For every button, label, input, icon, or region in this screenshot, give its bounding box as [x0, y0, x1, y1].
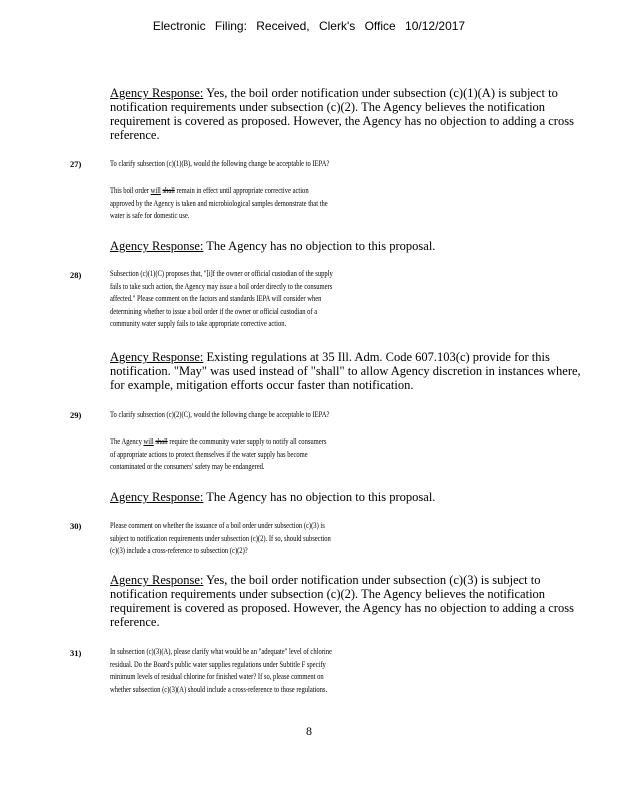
proposed-line: of appropriate actions to protect themselves if the water supply has become	[110, 449, 308, 459]
proposed-language-29	[110, 436, 326, 474]
response-text: Yes, the boil order notification under subsection (c)(1)(A) is subject to notification requirements under subsection (c)(2). The Agency believes the notification requirement is covered as proposed. However, the Agency has no objection to adding a cross reference.	[110, 86, 574, 142]
agency-response-26	[110, 86, 588, 142]
question-text-30: Please comment on whether the issuance of a boil order under subsection (c)(3) is subject to notification requirements under subsection (c)(2). If so, should subsection (c)(3) include a cross-reference to subsection (c)(2)?	[110, 521, 331, 555]
response-label: Agency Response:	[110, 86, 204, 100]
page-number: 8	[306, 724, 312, 738]
response-text: Existing regulations at 35 Ill. Adm. Code 607.103(c) provide for this notification. "May" was used instead of "shall" to allow Agency discretion in instances where, for example, mitigation efforts occur faster than notification.	[110, 350, 581, 392]
response-text: The Agency has no objection to this proposal.	[206, 490, 436, 504]
response-label: Agency Response:	[110, 239, 204, 253]
proposed-line: This boil order will shall remain in effect until appropriate corrective action	[110, 186, 309, 195]
proposed-line: approved by the Agency is taken and microbiological samples demonstrate that the	[110, 198, 328, 208]
question-text-27: To clarify subsection (c)(1)(B), would the following change be acceptable to IEPA?	[110, 159, 330, 168]
inserted-text: will	[150, 186, 161, 195]
question-text-31: In subsection (c)(3)(A), please clarify what would be an "adequate" level of chlorine residual. Do the Board's public water supplies regulations under Subtitle F specify minimum levels of residual chlorine for finished water? If so, please comment on whether subsection (c)(3)(A) should include a cross-reference to those regulations.	[110, 647, 332, 694]
proposed-line: contaminated or the consumers' safety may be endangered.	[110, 462, 265, 471]
filing-header: Electronic Filing: Received, Clerk's Office 10/12/2017	[152, 19, 466, 33]
response-label: Agency Response:	[110, 350, 204, 364]
deleted-text: shall	[155, 437, 168, 446]
response-label: Agency Response:	[110, 490, 204, 504]
inserted-text: will	[143, 437, 154, 446]
agency-response-30	[110, 573, 588, 629]
response-text: The Agency has no objection to this proposal.	[206, 239, 436, 253]
proposed-line: The Agency will shall require the community water supply to notify all consumers	[110, 437, 327, 446]
question-number-30: 30)	[70, 521, 82, 531]
deleted-text: shall	[162, 186, 175, 195]
response-text: Yes, the boil order notification under subsection (c)(3) is subject to notification requirements under subsection (c)(2). The Agency believes the notification requirement is covered as proposed. However, the Agency has no objection to adding a cross reference.	[110, 573, 574, 629]
response-label: Agency Response:	[110, 573, 204, 587]
question-number-29: 29)	[70, 410, 82, 420]
question-number-28: 28)	[70, 270, 82, 280]
question-number-27: 27)	[70, 159, 82, 169]
agency-response-28	[110, 350, 588, 392]
question-text-28: Subsection (c)(1)(C) proposes that, "[i]f the owner or official custodian of the supply fails to take such action, the Agency may issue a boil order directly to the consumers affected." Please comment on the factors and standards IEPA will consider when determining whether to issue a boil order if the owner or official custodian of a community water supply fails to take appropriate corrective action.	[110, 269, 333, 328]
agency-response-27	[110, 239, 588, 253]
proposed-line: water is safe for domestic use.	[110, 211, 190, 220]
question-text-29: To clarify subsection (c)(2)(C), would the following change be acceptable to IEPA?	[110, 410, 330, 419]
agency-response-29	[110, 490, 588, 504]
proposed-language-27	[110, 185, 328, 223]
question-number-31: 31)	[70, 648, 82, 658]
